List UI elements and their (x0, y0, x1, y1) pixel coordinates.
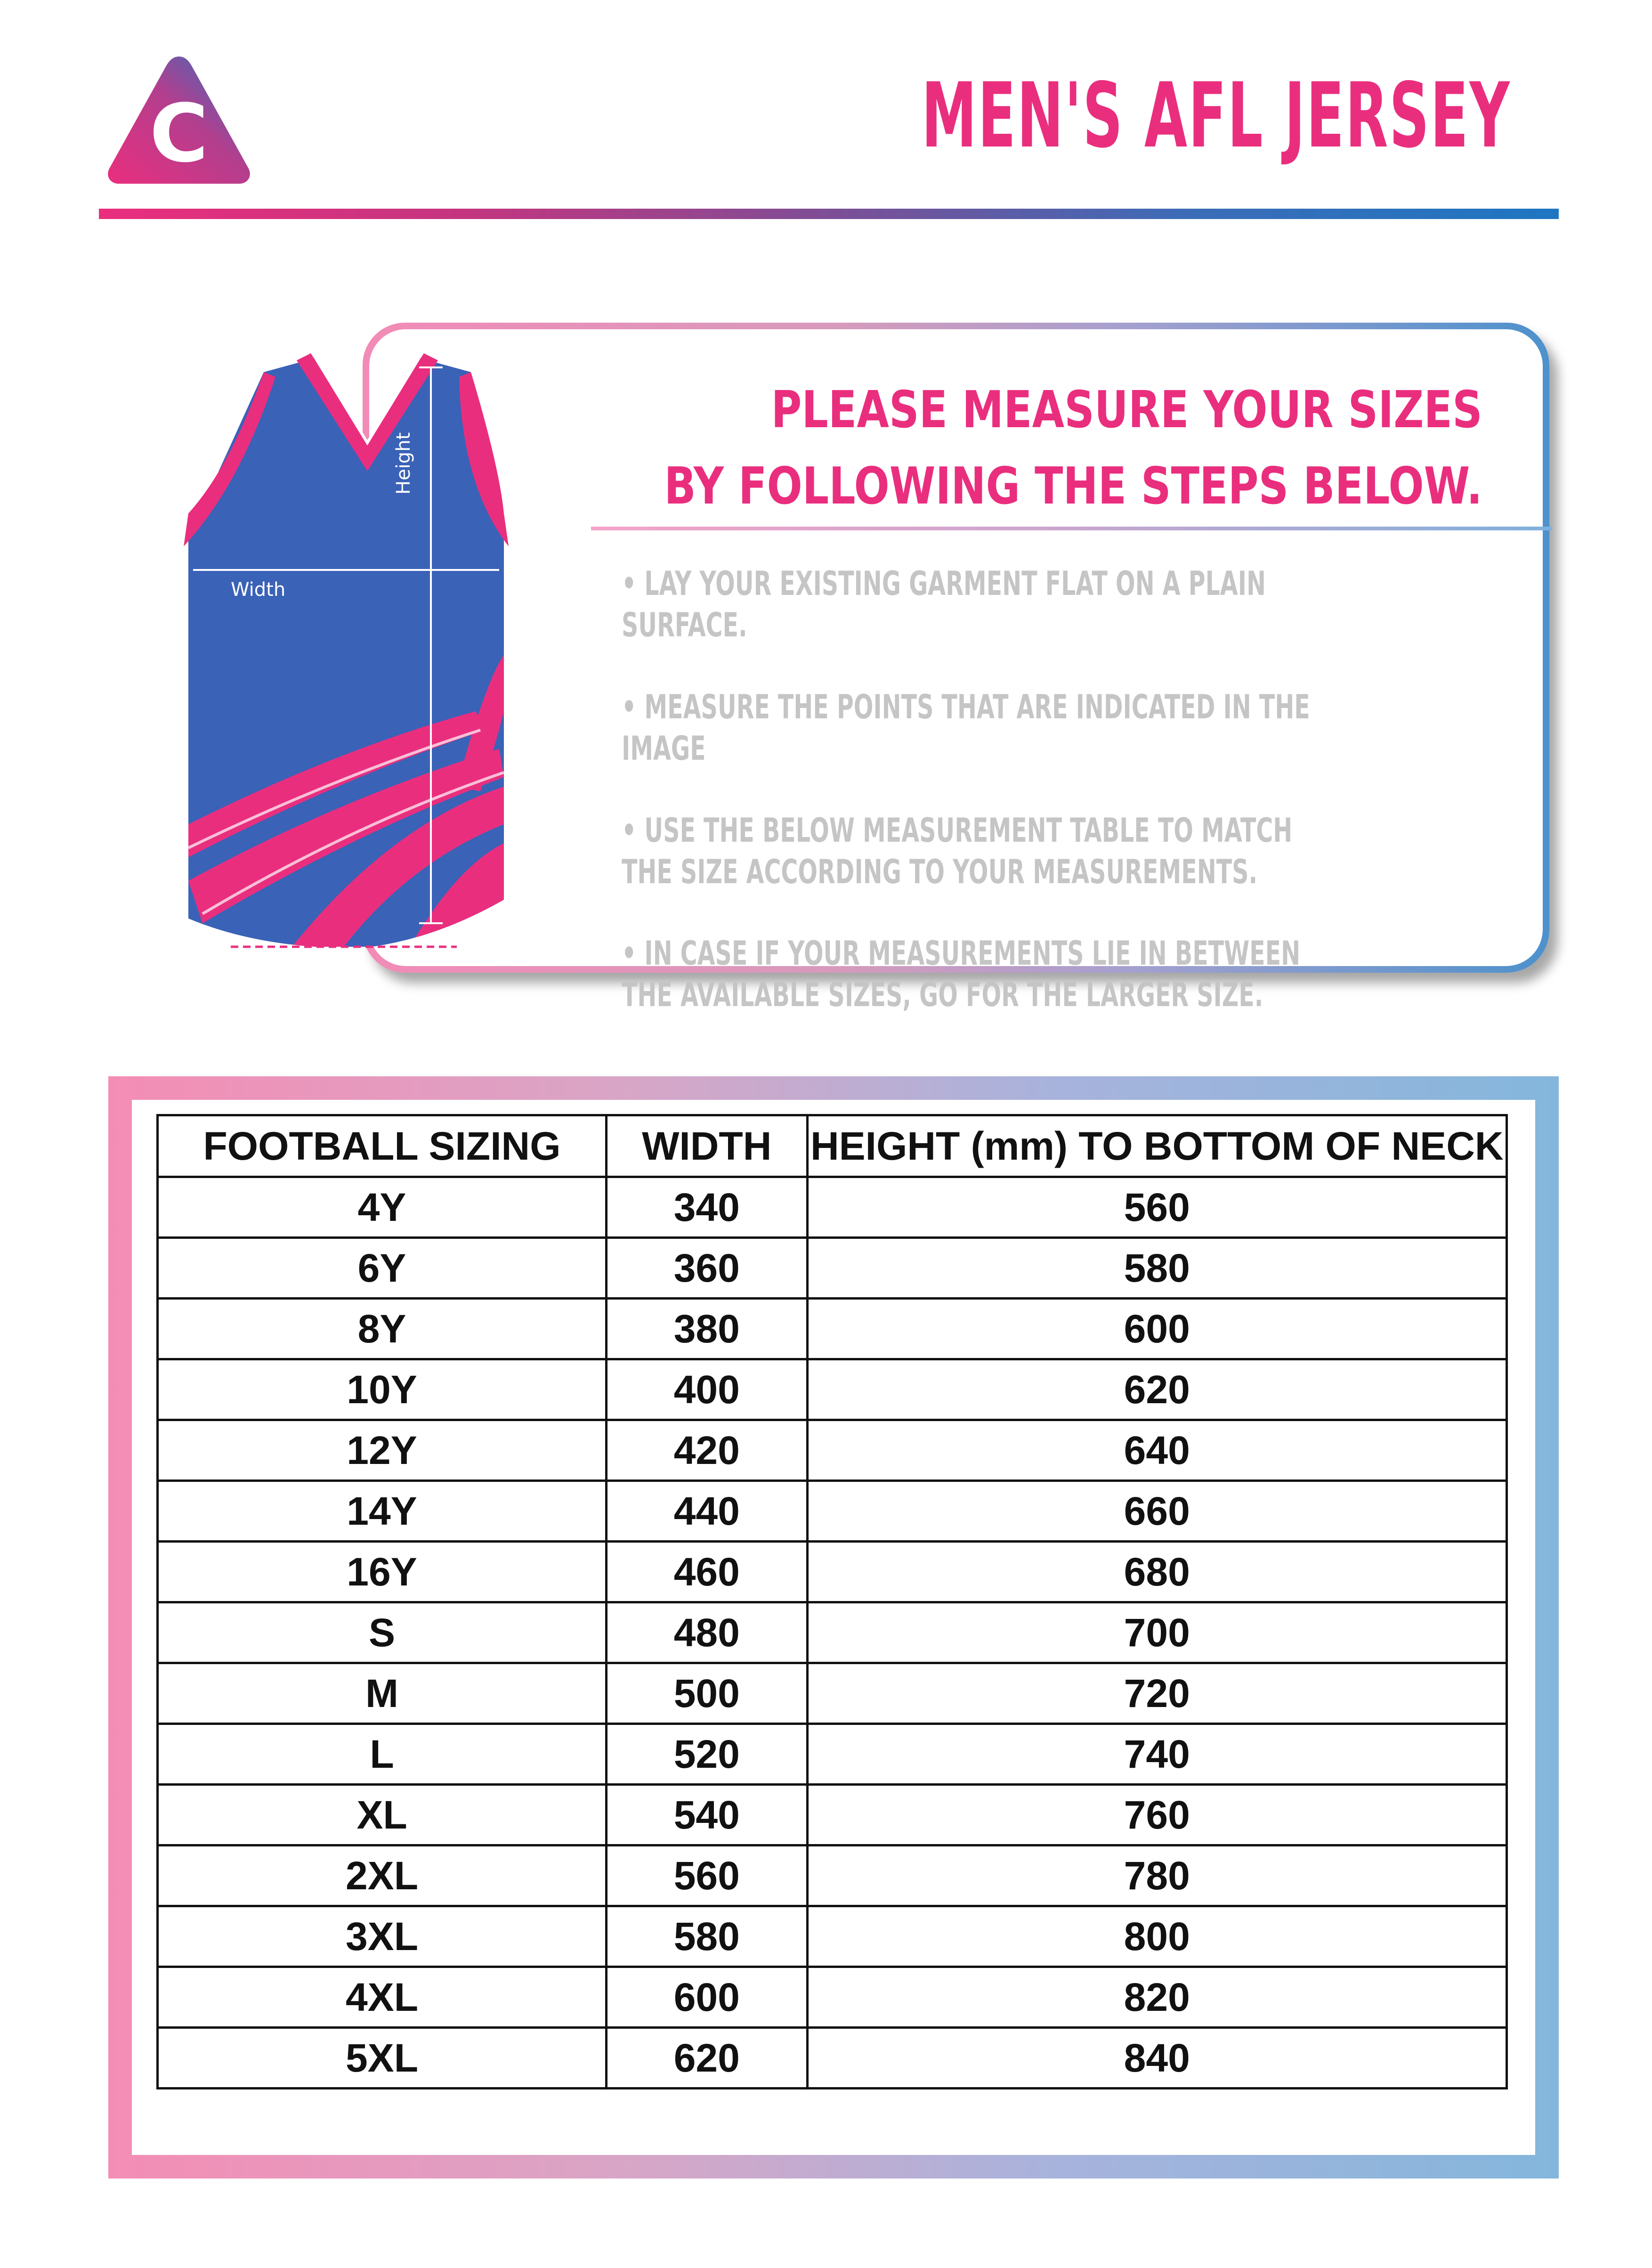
instruction-steps (622, 563, 1314, 1056)
cell-height: 820 (807, 1967, 1506, 2028)
header-width: WIDTH (607, 1115, 808, 1177)
table-header-row (158, 1115, 1507, 1177)
table-row (158, 1724, 1507, 1785)
step-item: • USE THE BELOW MEASUREMENT TABLE TO MATCH THE SIZE ACCORDING TO YOUR MEASUREMENTS. (622, 811, 1293, 891)
cell-width: 380 (607, 1299, 808, 1359)
table-row (158, 1967, 1507, 2028)
instructions-heading (664, 372, 1482, 525)
instructions-heading-line2: BY FOLLOWING THE STEPS BELOW. (664, 457, 1482, 516)
brand-logo (104, 52, 254, 188)
table-row (158, 1663, 1507, 1724)
cell-height: 740 (807, 1724, 1506, 1785)
table-row (158, 1420, 1507, 1481)
cell-height: 640 (807, 1420, 1506, 1481)
table-row (158, 1845, 1507, 1906)
cell-width: 500 (607, 1663, 808, 1724)
cell-height: 560 (807, 1177, 1506, 1238)
table-row (158, 1785, 1507, 1845)
table-row (158, 1906, 1507, 1967)
page-title: MEN'S AFL JERSEY (921, 64, 1511, 168)
cell-height: 800 (807, 1906, 1506, 1967)
cell-size: L (158, 1724, 607, 1785)
cell-width: 460 (607, 1542, 808, 1602)
table-row (158, 1359, 1507, 1420)
cell-width: 540 (607, 1785, 808, 1845)
cell-width: 620 (607, 2028, 808, 2089)
size-table (156, 1114, 1508, 2089)
logo-letter: C (149, 87, 209, 180)
cell-size: 16Y (158, 1542, 607, 1602)
cell-height: 700 (807, 1602, 1506, 1663)
cell-size: 3XL (158, 1906, 607, 1967)
cell-width: 340 (607, 1177, 808, 1238)
cell-width: 520 (607, 1724, 808, 1785)
step-item: • LAY YOUR EXISTING GARMENT FLAT ON A PLAIN SURFACE. (622, 564, 1266, 644)
instructions-heading-line1: PLEASE MEASURE YOUR SIZES (771, 381, 1482, 439)
step-item: • MEASURE THE POINTS THAT ARE INDICATED IN THE IMAGE (622, 688, 1310, 768)
cell-height: 840 (807, 2028, 1506, 2089)
cell-width: 600 (607, 1967, 808, 2028)
cell-size: 6Y (158, 1238, 607, 1299)
height-label: Height (393, 432, 414, 495)
table-row (158, 1299, 1507, 1359)
instructions-divider (591, 527, 1552, 530)
cell-size: 14Y (158, 1481, 607, 1542)
cell-width: 440 (607, 1481, 808, 1542)
cell-width: 360 (607, 1238, 808, 1299)
cell-size: 4XL (158, 1967, 607, 2028)
table-row (158, 1542, 1507, 1602)
table-row (158, 1602, 1507, 1663)
cell-height: 720 (807, 1663, 1506, 1724)
cell-height: 760 (807, 1785, 1506, 1845)
cell-height: 580 (807, 1238, 1506, 1299)
cell-size: 5XL (158, 2028, 607, 2089)
cell-size: M (158, 1663, 607, 1724)
cell-width: 560 (607, 1845, 808, 1906)
cell-width: 420 (607, 1420, 808, 1481)
cell-height: 620 (807, 1359, 1506, 1420)
table-row (158, 1481, 1507, 1542)
width-label: Width (231, 579, 286, 601)
table-row (158, 1238, 1507, 1299)
cell-height: 660 (807, 1481, 1506, 1542)
cell-size: 4Y (158, 1177, 607, 1238)
cell-size: XL (158, 1785, 607, 1845)
cell-size: 12Y (158, 1420, 607, 1481)
cell-width: 580 (607, 1906, 808, 1967)
header-height: HEIGHT (mm) TO BOTTOM OF NECK (807, 1115, 1506, 1177)
cell-height: 600 (807, 1299, 1506, 1359)
cell-size: 2XL (158, 1845, 607, 1906)
cell-width: 480 (607, 1602, 808, 1663)
cell-size: S (158, 1602, 607, 1663)
step-item: • IN CASE IF YOUR MEASUREMENTS LIE IN BETWEEN THE AVAILABLE SIZES, GO FOR THE LARGER SIZE. (622, 934, 1301, 1014)
jersey-diagram (174, 325, 513, 956)
cell-width: 400 (607, 1359, 808, 1420)
table-row (158, 2028, 1507, 2089)
header-size: FOOTBALL SIZING (158, 1115, 607, 1177)
cell-size: 8Y (158, 1299, 607, 1359)
cell-size: 10Y (158, 1359, 607, 1420)
header-divider (99, 209, 1559, 219)
table-row (158, 1177, 1507, 1238)
cell-height: 780 (807, 1845, 1506, 1906)
cell-height: 680 (807, 1542, 1506, 1602)
